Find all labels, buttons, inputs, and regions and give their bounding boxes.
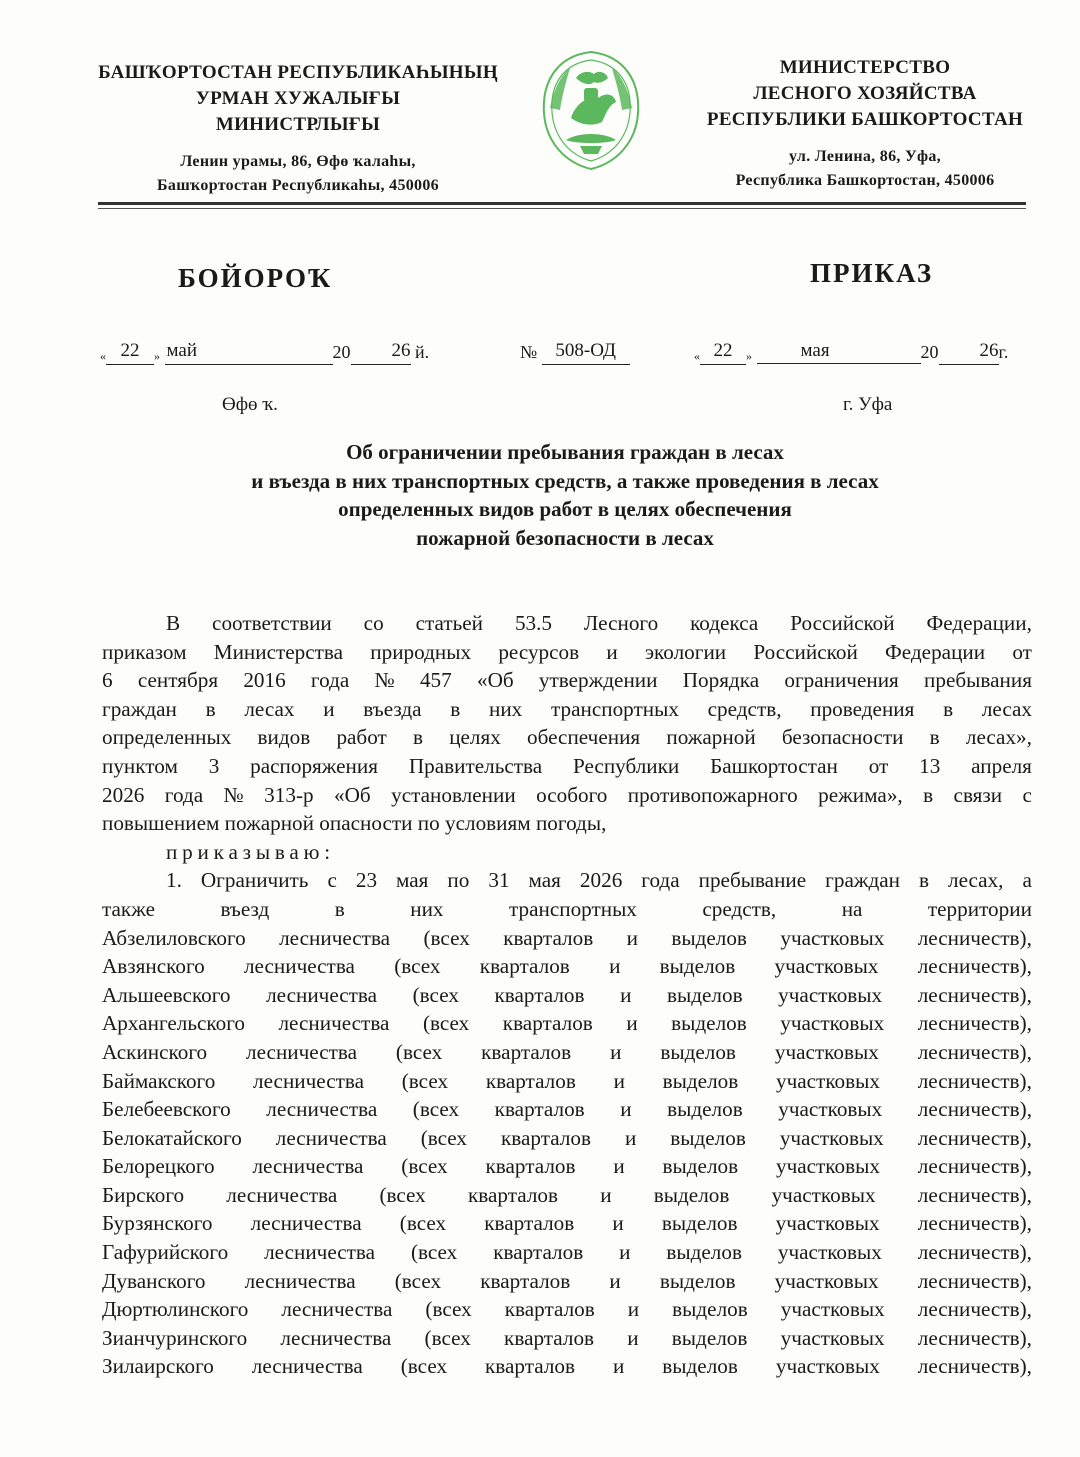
header-left-address: [88, 150, 508, 198]
date-right-open-quote: «: [694, 349, 700, 363]
header-left-line-2: УРМАН ХУЖАЛЫҒЫ: [195, 88, 401, 109]
doc-title-russian: ПРИКАЗ: [810, 258, 934, 288]
body-line: 2026 года № 313-р «Об установлении особого противопожарного режима», в связи с: [102, 782, 1032, 807]
body-line: Белебеевского лесничества (всех кварталов и выделов участковых лесничеств),: [102, 1097, 1032, 1122]
header-left-address-line-2: Башҡортостан Республикаһы, 450006: [157, 177, 439, 194]
body-line: Баймакского лесничества (всех кварталов и выделов участковых лесничеств),: [102, 1068, 1032, 1093]
body-line: приказываю:: [166, 839, 335, 864]
body-line: В соответствии со статьей 53.5 Лесного кодекса Российской Федерации,: [166, 611, 1032, 635]
header-left-bashkir: [88, 60, 508, 198]
body-line: Дуванского лесничества (всех кварталов и выделов участковых лесничеств),: [102, 1268, 1032, 1293]
body-line: Альшеевского лесничества (всех кварталов и выделов участковых лесничеств),: [102, 982, 1032, 1007]
subject-line-4: пожарной безопасности в лесах: [416, 525, 714, 550]
city-bashkir: Өфө ҡ.: [222, 394, 278, 415]
date-right-month: мая: [800, 340, 830, 361]
header-divider-thin: [98, 208, 1026, 209]
body-line: Гафурийского лесничества (всех кварталов и выделов участковых лесничеств),: [102, 1240, 1032, 1265]
body-line: граждан в лесах и въезда в них транспортных средств, проведения в лесах: [102, 696, 1032, 721]
coat-of-arms-icon: [536, 48, 646, 173]
subject-line-2: и въезда в них транспортных средств, а также проведения в лесах: [251, 468, 879, 493]
body-line: пунктом 3 распоряжения Правительства Республики Башкортостан от 13 апреля: [102, 753, 1032, 778]
body-line: Авзянского лесничества (всех кварталов и выделов участковых лесничеств),: [102, 954, 1032, 979]
header-right-address-line-2: Республика Башкортостан, 450006: [735, 172, 995, 189]
body-line: повышением пожарной опасности по условиям погоды,: [102, 811, 607, 836]
body-line: Бурзянского лесничества (всех кварталов и выделов участковых лесничеств),: [102, 1211, 1032, 1236]
doc-number: [520, 342, 630, 365]
date-right-year-prefix: 20: [920, 342, 939, 362]
date-left-year-prefix: 20: [332, 342, 351, 362]
date-left-year: 26: [391, 340, 411, 361]
body-line: Бирского лесничества (всех кварталов и выделов участковых лесничеств),: [102, 1182, 1032, 1207]
header-right-russian: [690, 55, 1040, 193]
header-right-line-1: МИНИСТЕРСТВО: [779, 57, 951, 78]
doc-number-value: 508-ОД: [555, 340, 616, 361]
header-left-line-1: БАШҠОРТОСТАН РЕСПУБЛИКАҺЫНЫҢ: [98, 62, 498, 83]
body-line: Зилаирского лесничества (всех кварталов и выделов участковых лесничеств),: [102, 1354, 1032, 1379]
body-line: Дюртюлинского лесничества (всех кварталов и выделов участковых лесничеств),: [102, 1297, 1032, 1322]
body-line: Белорецкого лесничества (всех кварталов и выделов участковых лесничеств),: [102, 1154, 1032, 1179]
header-right-address-line-1: ул. Ленина, 86, Уфа,: [789, 148, 941, 165]
date-left-day: 22: [120, 340, 140, 361]
header-right-line-3: РЕСПУБЛИКИ БАШКОРТОСТАН: [706, 109, 1024, 130]
header-left-line-3: МИНИСТРЛЫҒЫ: [215, 114, 381, 135]
order-body: [102, 609, 1032, 1381]
date-left-open-quote: «: [100, 349, 106, 363]
header-right-line-2: ЛЕСНОГО ХОЗЯЙСТВА: [753, 83, 977, 104]
doc-title-bashkir: БОЙОРОҠ: [178, 263, 333, 293]
header-left-address-line-1: Ленин урамы, 86, Өфө ҡалаһы,: [180, 153, 416, 170]
subject-line-1: Об ограничении пребывания граждан в лесах: [346, 440, 784, 464]
date-left-month: май: [166, 340, 197, 361]
subject-line-3: определенных видов работ в целях обеспечения: [338, 497, 792, 521]
body-line: также въезд в них транспортных средств, на территории: [102, 896, 1032, 921]
body-line: 1. Ограничить с 23 мая по 31 мая 2026 года пребывание граждан в лесах, а: [166, 868, 1032, 893]
body-line: Архангельского лесничества (всех кварталов и выделов участковых лесничеств),: [102, 1011, 1032, 1036]
body-line: приказом Министерства природных ресурсов и экологии Российской Федерации от: [102, 639, 1032, 664]
date-right-day: 22: [713, 340, 733, 361]
body-line: 6 сентября 2016 года № 457 «Об утверждении Порядка ограничения пребывания: [102, 668, 1032, 693]
order-subject: [100, 438, 1030, 552]
body-line: Аскинского лесничества (всех кварталов и выделов участковых лесничеств),: [102, 1039, 1032, 1064]
body-line: определенных видов работ в целях обеспечения пожарной безопасности в лесах»,: [102, 725, 1032, 750]
date-right: [694, 342, 1008, 365]
date-left-close-quote: »: [154, 349, 160, 363]
date-right-close-quote: »: [746, 349, 752, 363]
header-divider-thick: [98, 202, 1026, 205]
header-right-address: [690, 145, 1040, 193]
date-left: [100, 342, 429, 365]
body-line: Зианчуринского лесничества (всех кварталов и выделов участковых лесничеств),: [102, 1325, 1032, 1350]
body-line: Абзелиловского лесничества (всех кварталов и выделов участковых лесничеств),: [102, 925, 1032, 950]
date-left-suffix: й.: [415, 342, 430, 362]
date-right-suffix: г.: [998, 342, 1009, 362]
body-line: Белокатайского лесничества (всех кварталов и выделов участковых лесничеств),: [102, 1125, 1032, 1150]
date-right-year: 26: [979, 340, 999, 361]
doc-number-prefix: №: [520, 342, 538, 362]
city-russian: г. Уфа: [843, 394, 893, 415]
